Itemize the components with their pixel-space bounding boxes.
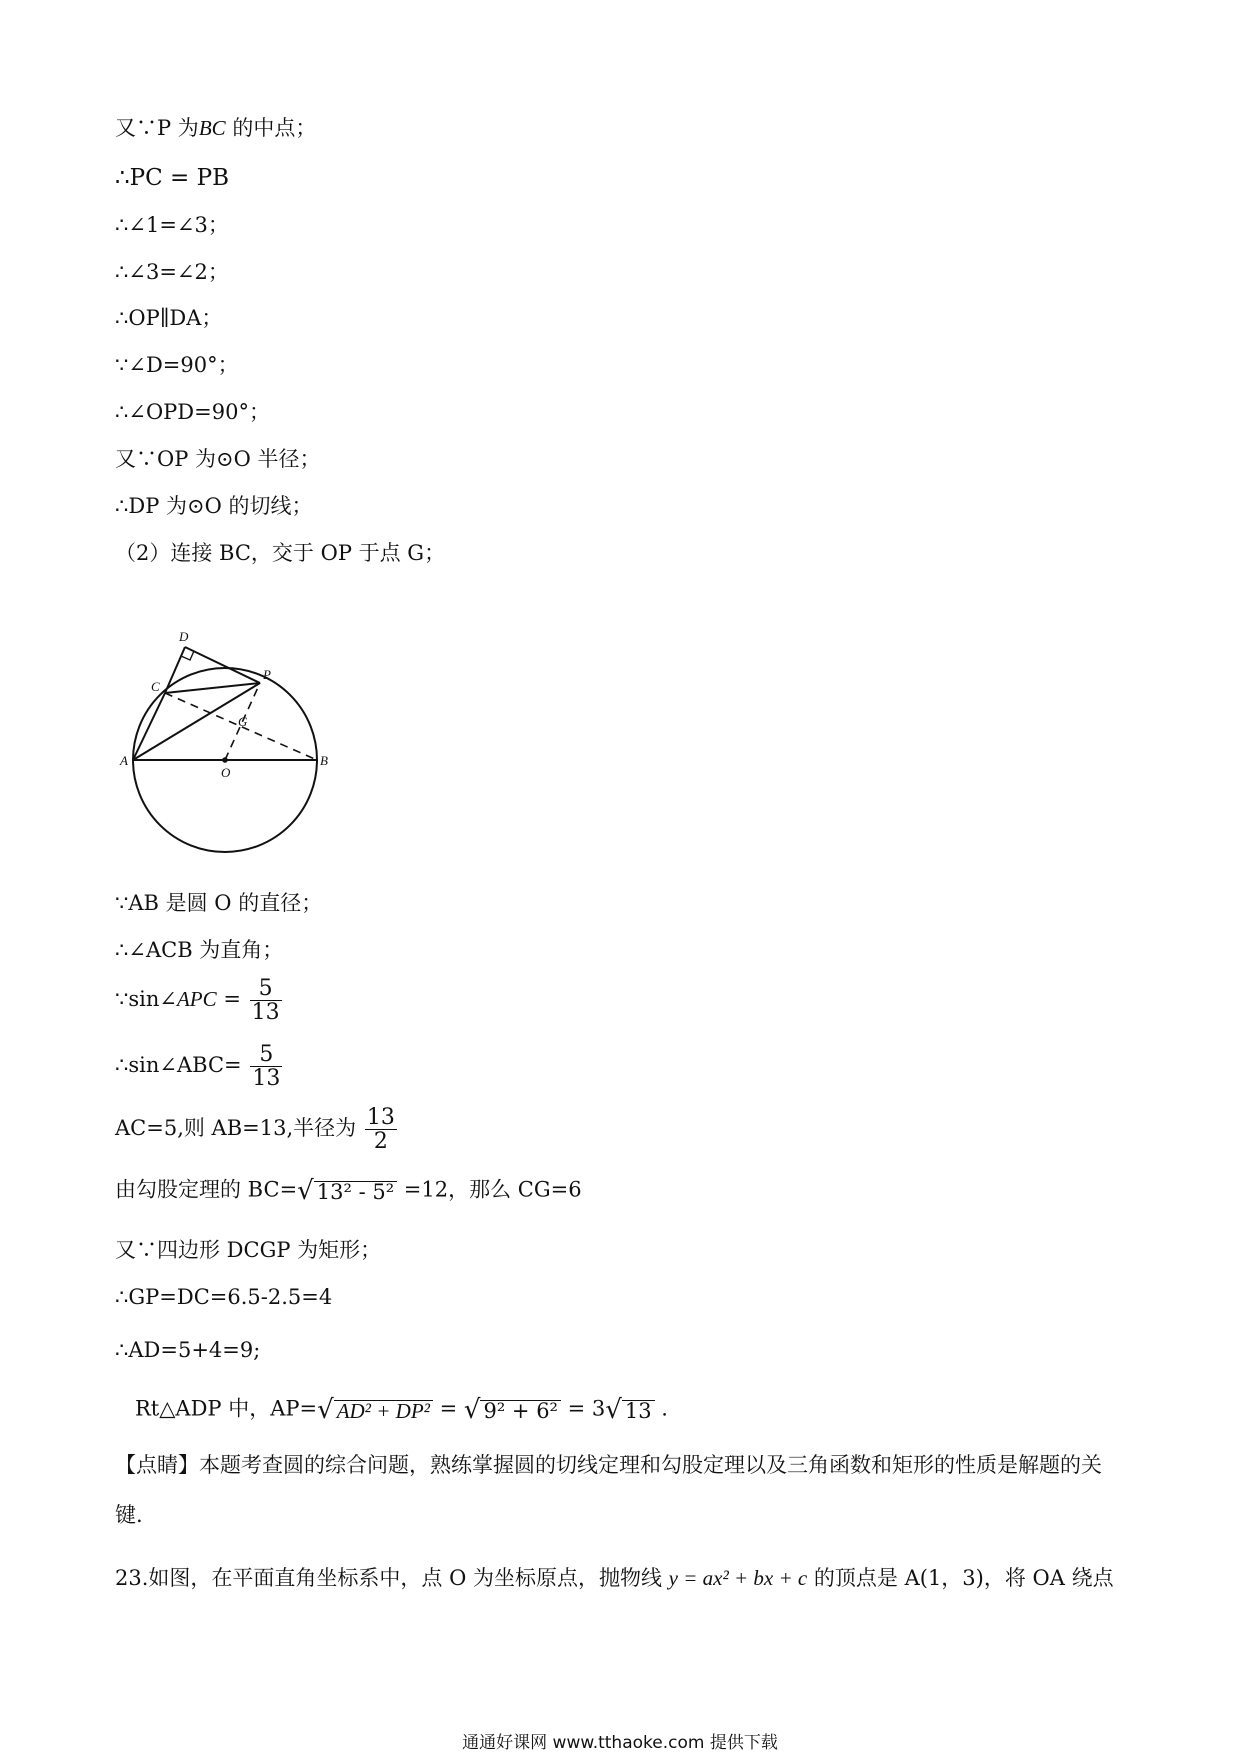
segment-cd [165,647,185,693]
fraction-13-2: $\frac{13}{2}$ [366,1105,395,1155]
line-angle3-angle2: ∴∠3=∠2； [115,260,229,284]
label-p: P [263,667,271,682]
line-op-radius: 又∵OP 为⊙O 半径； [115,447,321,471]
line-ad-value: ∴AD=5+4=9; [115,1338,261,1362]
line-acb-right-angle: ∴∠ACB 为直角； [115,938,284,962]
fraction-5-13-b: $\frac{5}{13}$ [252,1042,281,1092]
line-bc-pythagoras: 由勾股定理的 BC=√ 13² - 5² =12，那么 CG=6 [115,1176,582,1206]
geometry-figure [115,625,345,870]
sqrt-ad-dp: √ AD² + DP² [317,1397,433,1423]
line-dp-tangent: ∴DP 为⊙O 的切线； [115,494,313,518]
label-o: O [221,765,231,780]
line-op-parallel-da: ∴OP∥DA； [115,306,223,330]
dianjing-paragraph: 【点睛】本题考查圆的综合问题，熟练掌握圆的切线定理和勾股定理以及三角函数和矩形的性质是解题的关键. [115,1453,1102,1527]
line-ap-value: Rt△ADP 中，AP=√ AD² + DP² = √ 9² + 6² = 3√ 13 . [135,1395,668,1425]
segment-dp [185,647,260,683]
arc-bc: BC [198,116,226,140]
label-a: A [120,753,128,768]
line-p-midpoint: 又∵P 为BC 的中点； [115,116,317,140]
line-ab-diameter: ∵AB 是圆 O 的直径； [115,891,323,915]
parabola-formula: y = ax² + bx + c [668,1566,808,1590]
line-angle1-angle3: ∴∠1=∠3； [115,213,229,237]
sqrt-13: √ 13 [605,1397,654,1423]
line-gp-dc: ∴GP=DC=6.5-2.5=4 [115,1285,333,1309]
page-footer: 通通好课网 www.tthaoke.com 提供下载 [462,1733,778,1753]
line-pc-pb: ∴PC = PB [115,165,229,191]
label-d: D [179,629,189,644]
label-b: B [320,753,328,768]
center-o-dot [222,757,228,763]
line-sin-abc: ∴sin∠ABC= $\frac{5}{13}$ [115,1042,281,1092]
fraction-5-13: $\frac{5}{13}$ [251,976,280,1026]
line-radius-value: AC=5,则 AB=13,半径为 $\frac{13}{2}$ [115,1105,395,1155]
line-angle-opd: ∴∠OPD=90°； [115,400,270,424]
label-g: G [238,714,248,729]
sqrt-9-6: √ 9² + 6² [464,1397,561,1423]
question-23: 23.如图，在平面直角坐标系中，点 O 为坐标原点，抛物线 y = ax² + bx + c 的顶点是 A(1，3)，将 OA 绕点 [115,1566,1114,1590]
sqrt-13sq-5sq: √ 13² - 5² [297,1178,397,1204]
label-c: C [151,679,160,694]
line-part2-connect-bc: （2）连接 BC，交于 OP 于点 G； [115,541,446,565]
line-angle-d: ∵∠D=90°； [115,353,239,377]
line-sin-apc: ∵sin∠APC = $\frac{5}{13}$ [115,976,280,1026]
line-dcgp-rectangle: 又∵四边形 DCGP 为矩形； [115,1238,382,1262]
